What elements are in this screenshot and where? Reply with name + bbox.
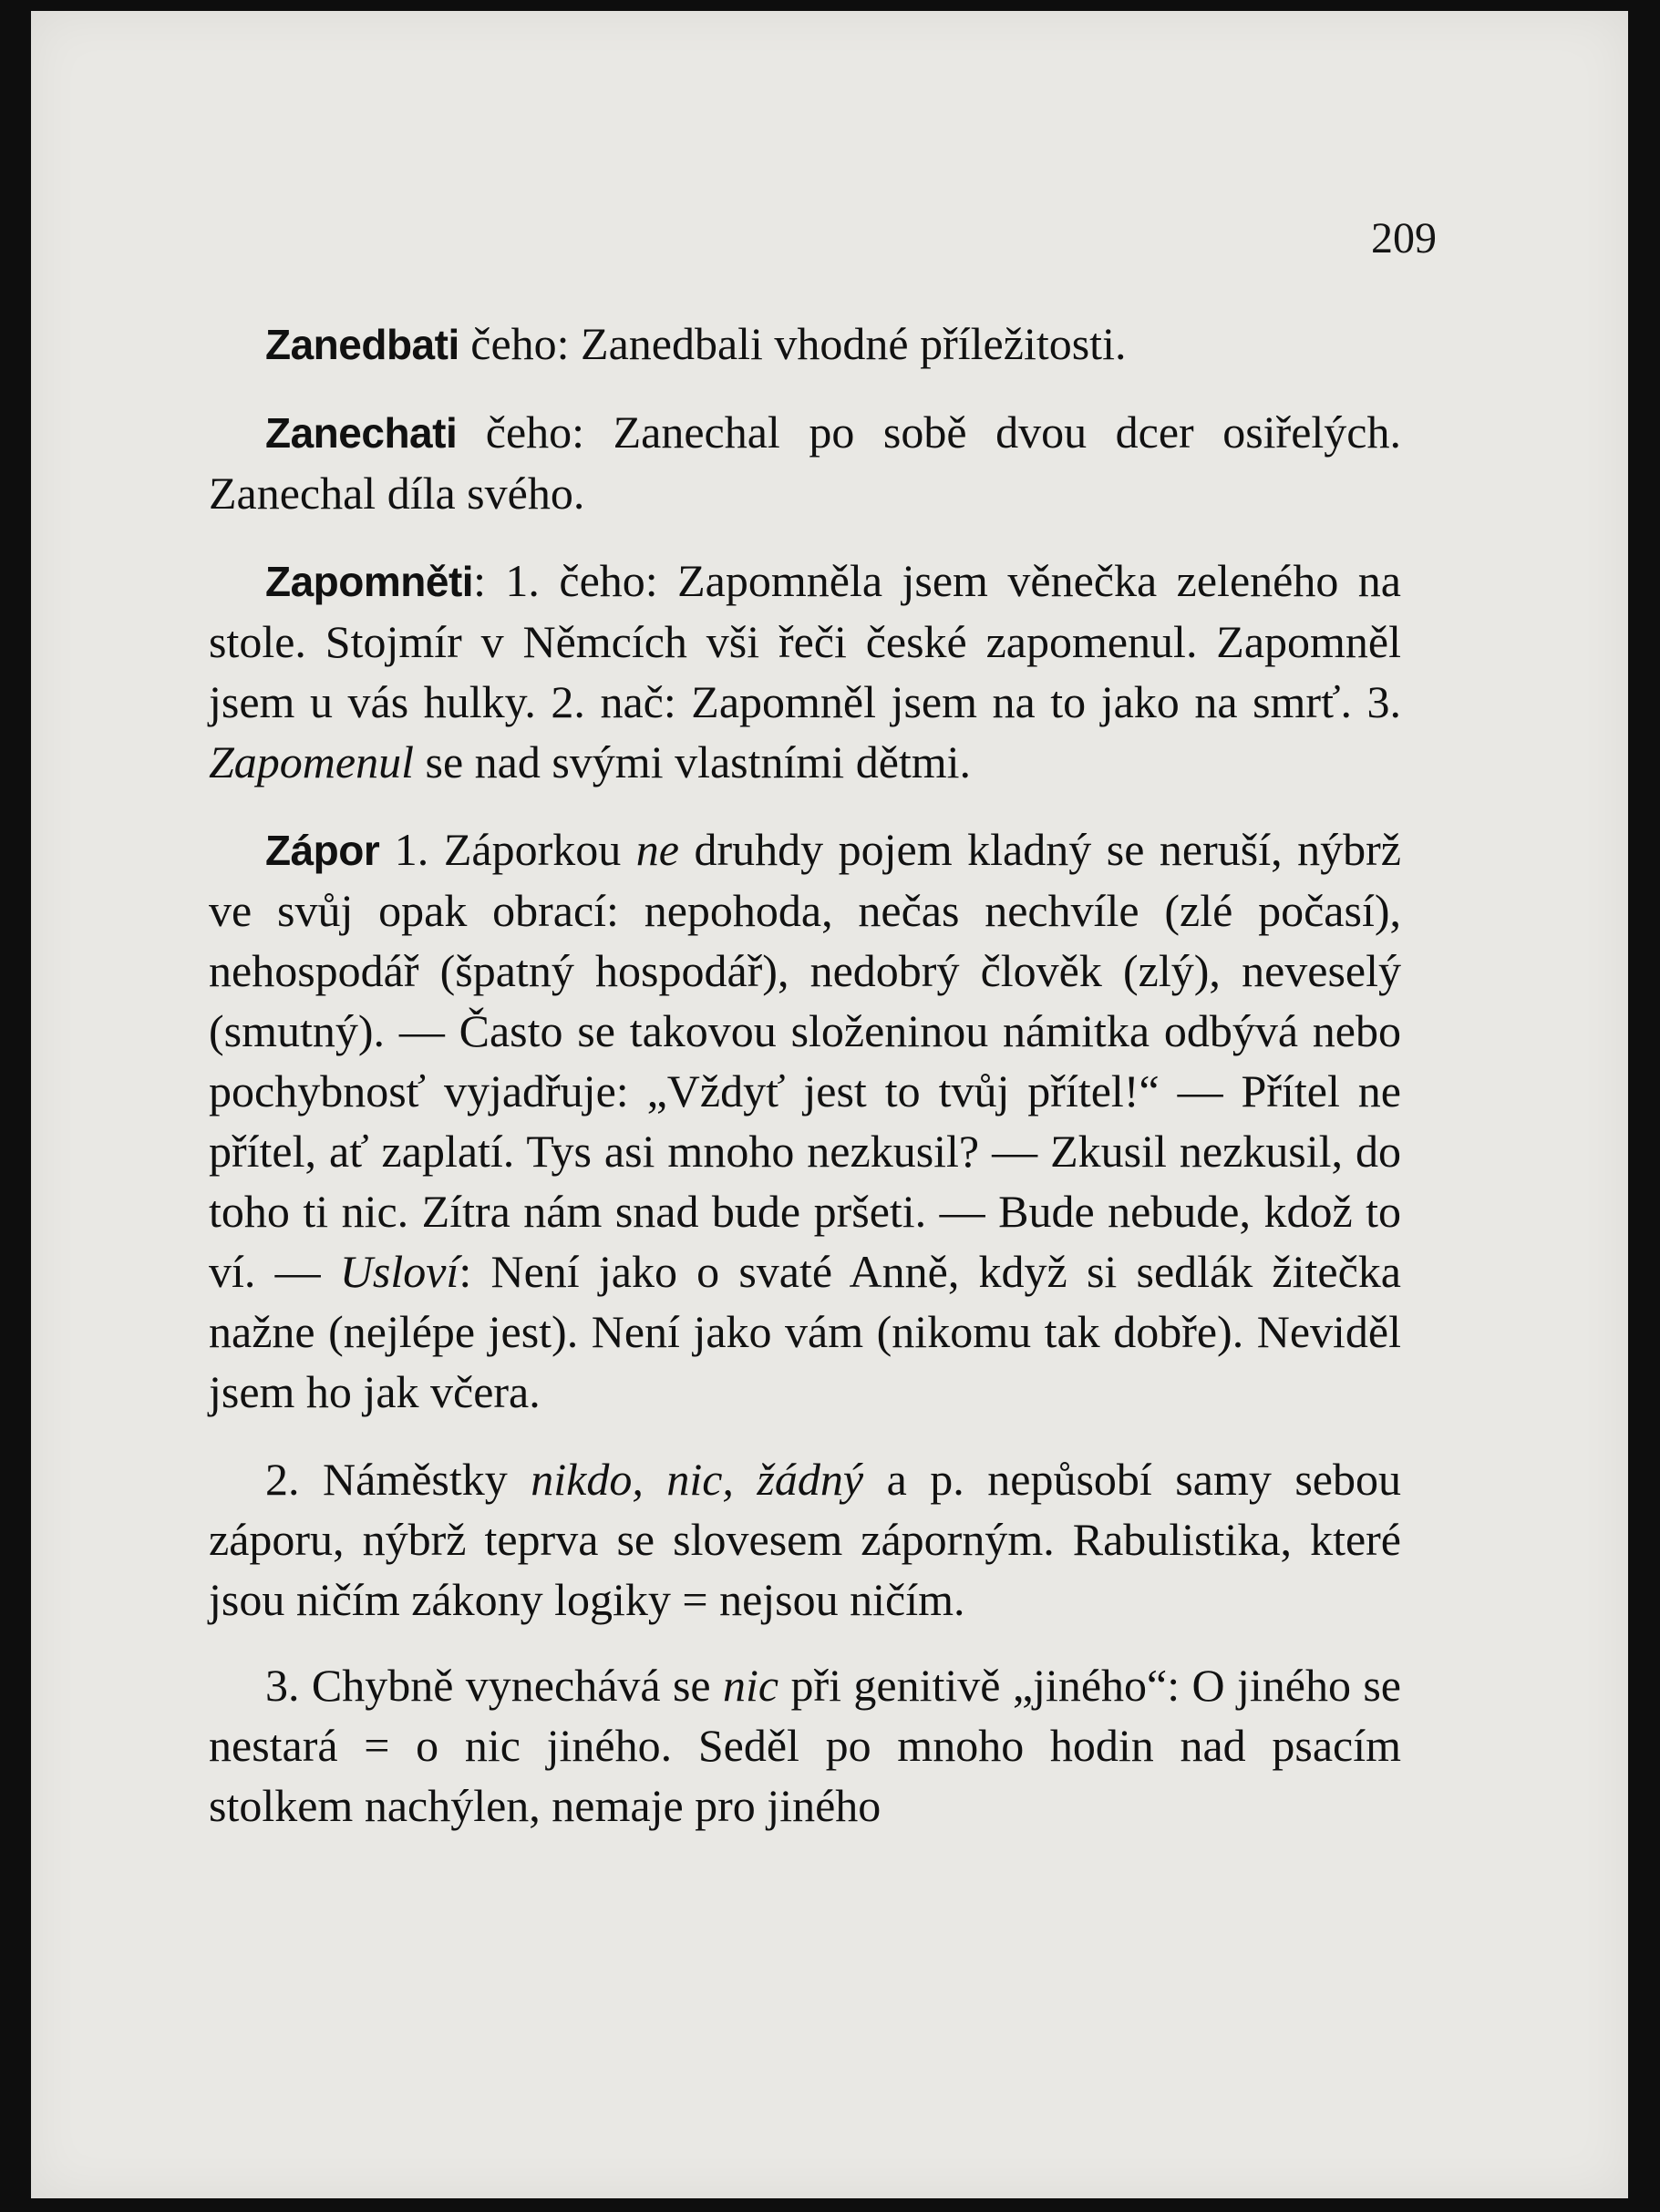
entry-italic-text: nikdo, nic, žádný: [531, 1454, 864, 1505]
scan-edge-mark: [0, 1418, 31, 1422]
entry-italic-text: nic: [723, 1660, 779, 1711]
entry-headword: Zanechati: [265, 409, 458, 457]
entry-zanedbati: [209, 314, 1401, 375]
page-body: [209, 314, 1401, 1863]
entry-text: při genitivě „jiného“: O jiného se nestará = o nic jiného. Seděl po mnoho hodin nad psacím stolkem nachýlen, nemaje pro jiného: [209, 1660, 1401, 1831]
entry-text: se nad svými vlastními dětmi.: [414, 736, 972, 787]
entry-text: čeho: Zanedbali vhodné příležitosti.: [459, 318, 1127, 369]
scan-edge-mark: [0, 1079, 31, 1083]
entry-zapomneti: [209, 550, 1401, 792]
entry-text: 3. Chybně vynechává se: [265, 1660, 723, 1711]
entry-text: čeho: Zanechal po sobě dvou dcer osiřelých. Zanechal díla svého.: [209, 406, 1401, 519]
entry-italic-text: Zapomenul: [209, 736, 414, 787]
entry-headword: Zanedbati: [265, 321, 459, 368]
entry-zapor-2: [209, 1449, 1401, 1630]
entry-headword: Zápor: [265, 827, 380, 874]
entry-headword: Zapomněti: [265, 558, 474, 605]
book-page: [31, 11, 1628, 2198]
entry-text: a p. nepůsobí samy sebou záporu, nýbrž teprva se slovesem záporným. Rabulistika, které jsou ničím zákony logiky = nejsou ničím.: [209, 1454, 1401, 1625]
entry-text: druhdy pojem kladný se neruší, nýbrž ve svůj opak obrací: nepohoda, nečas nechvíle (zlé počasí), nehospodář (špatný hospodář), nedobrý člověk (zlý), neveselý (smutný). — Často se takovou složeninou námitka odbývá nebo pochybnosť vyjadřuje: „Vždyť jest to tvůj přítel!“ — Přítel ne přítel, ať zaplatí. Tys asi mnoho nezkusil? — Zkusil nezkusil, do toho ti nic. Zítra nám snad bude pršeti. — Bude nebude, kdož to ví. —: [209, 824, 1401, 1297]
entry-italic-text: Usloví: [339, 1246, 459, 1297]
entry-zapor: [209, 819, 1401, 1422]
entry-text: : Není jako o svaté Anně, když si sedlák žitečka nažne (nejlépe jest). Není jako vám (nikomu tak dobře). Neviděl jsem ho jak včera.: [209, 1246, 1401, 1417]
scan-edge-mark: [0, 536, 31, 540]
entry-text: 2. Náměstky: [265, 1454, 531, 1505]
scan-edge-mark: [0, 2057, 31, 2061]
entry-italic-text: ne: [635, 824, 679, 875]
entry-text: 1. Záporkou: [379, 824, 636, 875]
page-number: 209: [1371, 214, 1437, 262]
entry-text: : 1. čeho: Zapomněla jsem věnečka zeleného na stole. Stojmír v Němcích vši řeči české zapomenul. Zapomněl jsem u vás hulky. 2. nač: Zapomněl jsem na to jako na smrť. 3.: [209, 555, 1401, 727]
entry-zapor-3: [209, 1655, 1401, 1836]
entry-zanechati: [209, 402, 1401, 523]
